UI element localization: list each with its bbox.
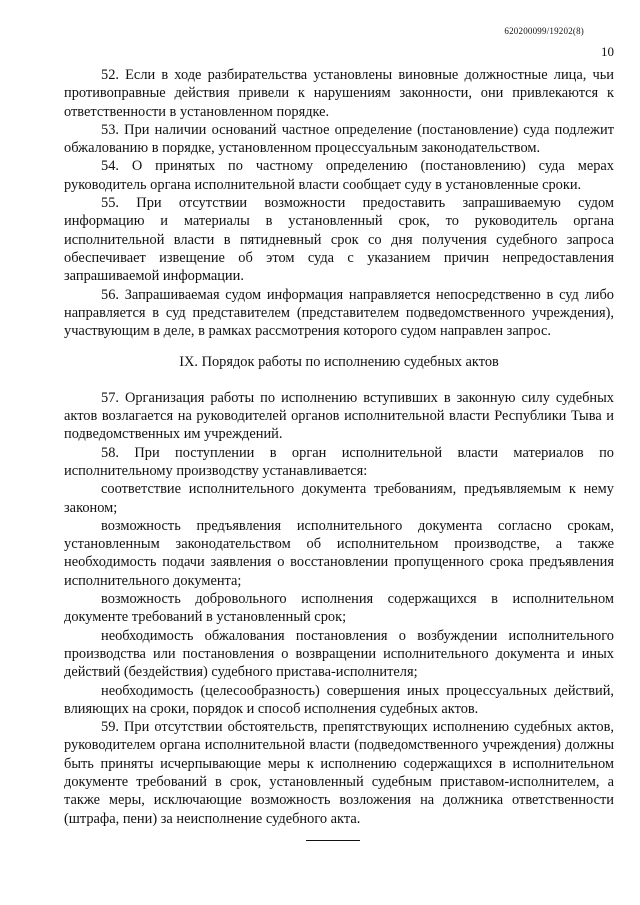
- list-item-appeal-necessity: необходимость обжалования постановления о возбуждении исполнительного производства или постановления о возвращении исполнительного документа и иных действий (бездействия) судебного пристава-исполнителя;: [64, 627, 614, 681]
- footer-divider: [306, 840, 360, 841]
- paragraph-56: 56. Запрашиваемая судом информация направляется непосредственно в суд либо направляется в суд представителем (представителем подведомственного учреждения), участвующим в деле, в рамках рассмотрения которого судом направлен запрос.: [64, 286, 614, 340]
- list-item-document-compliance: соответствие исполнительного документа требованиям, предъявляемым к нему законом;: [64, 481, 614, 516]
- page-number: 10: [601, 44, 614, 59]
- document-body: [64, 66, 614, 828]
- paragraph-54: 54. О принятых по частному определению (постановлению) суда мерах руководитель органа исполнительной власти сообщает суду в установленные сроки.: [64, 158, 614, 193]
- list-item-presentation-deadline: возможность предъявления исполнительного документа согласно срокам, установленным законодательством об исполнительном производстве, а также необходимость подачи заявления о восстановлении пропущенного срока предъявления исполнительного документа;: [64, 517, 614, 589]
- paragraph-57: 57. Организация работы по исполнению вступивших в законную силу судебных актов возлагается на руководителей органов исполнительной власти Республики Тыва и подведомственных им учреждений.: [64, 389, 614, 443]
- list-item-voluntary-execution: возможность добровольного исполнения содержащихся в исполнительном документе требований в установленный срок;: [64, 591, 614, 626]
- paragraph-58: 58. При поступлении в орган исполнительной власти материалов по исполнительному производству устанавливается:: [64, 444, 614, 479]
- paragraph-59: 59. При отсутствии обстоятельств, препятствующих исполнению судебных актов, руководителем органа исполнительной власти (подведомственного учреждения) должны быть приняты исчерпывающие меры к исполнению содержащихся в исполнительном документе требований в срок, установленный судебным приставом-исполнителем, а также меры, исключающие возможность возложения на должника ответственности (штрафа, пени) за неисполнение судебного акта.: [64, 719, 614, 827]
- list-item-other-actions: необходимость (целесообразность) совершения иных процессуальных действий, влияющих на сроки, порядок и способ исполнения судебных актов.: [64, 682, 614, 717]
- section-heading: IX. Порядок работы по исполнению судебных актов: [179, 354, 499, 371]
- document-id: 620200099/19202(8): [504, 26, 584, 36]
- paragraph-52: 52. Если в ходе разбирательства установлены виновные должностные лица, чьи противоправные действия привели к нарушениям законности, они привлекаются к ответственности в установленном порядке.: [64, 67, 614, 120]
- paragraph-55: 55. При отсутствии возможности предоставить запрашиваемую судом информацию и материалы в установленный срок, то руководитель органа исполнительной власти в пятидневный срок со дня получения судебного запроса обеспечивает извещение об этом суда с указанием причин непредоставления запрашиваемой информации.: [64, 195, 614, 285]
- paragraph-53: 53. При наличии оснований частное определение (постановление) суда подлежит обжалованию в порядке, установленном процессуальным законодательством.: [64, 121, 614, 157]
